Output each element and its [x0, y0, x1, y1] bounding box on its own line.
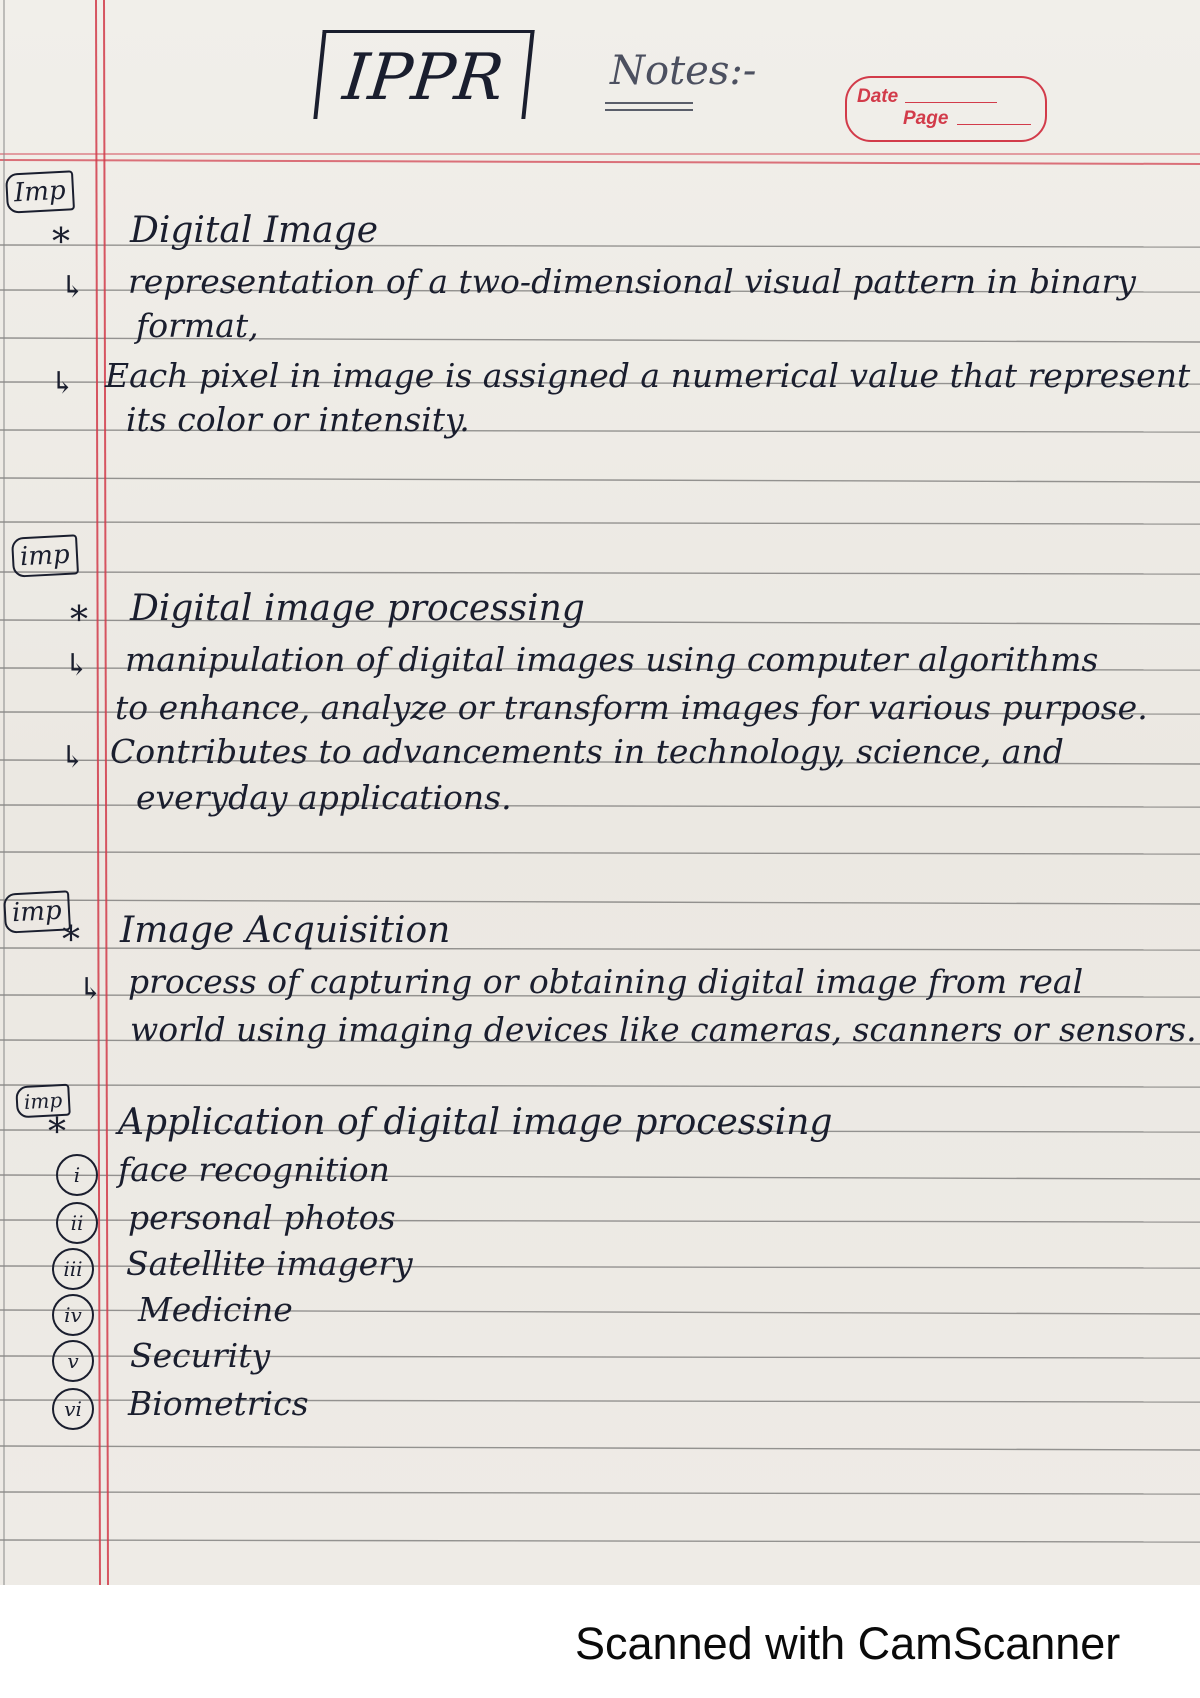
star-bullet: * — [70, 600, 88, 641]
arrow-bullet: ↳ — [78, 972, 104, 1007]
ruled-line — [0, 1540, 1200, 1542]
ruled-line — [0, 900, 1200, 904]
application-item: Medicine — [138, 1290, 293, 1329]
section-heading: Digital image processing — [130, 588, 585, 629]
application-item: Security — [130, 1336, 271, 1375]
item-number-circle: ii — [56, 1202, 98, 1244]
note-line: process of capturing or obtaining digital image from real — [128, 962, 1084, 1001]
page-line — [957, 124, 1031, 125]
note-line: to enhance, analyze or transform images for various purpose. — [115, 688, 1148, 727]
item-number-circle: vi — [52, 1388, 94, 1430]
application-item: Biometrics — [128, 1384, 309, 1423]
application-item: Satellite imagery — [126, 1244, 413, 1283]
arrow-bullet: ↳ — [60, 740, 86, 775]
ruled-line — [0, 1446, 1200, 1450]
ruled-line — [0, 852, 1200, 854]
item-number-circle: i — [56, 1154, 98, 1196]
note-line: everyday applications. — [136, 778, 512, 817]
star-bullet: * — [62, 920, 80, 961]
date-page-box — [845, 76, 1047, 142]
section-heading: Image Acquisition — [120, 910, 451, 951]
note-line: Contributes to advancements in technology, science, and — [110, 732, 1064, 771]
section-heading: Digital Image — [130, 210, 378, 251]
section-heading: Application of digital image processing — [118, 1102, 833, 1143]
imp-tag: Imp — [5, 170, 75, 213]
ruled-line — [0, 160, 1200, 164]
item-number-circle: iv — [52, 1294, 94, 1336]
ruled-line — [0, 1492, 1200, 1494]
notes-underline — [605, 102, 693, 111]
arrow-bullet: ↳ — [64, 648, 90, 683]
page-label: Page — [903, 108, 949, 129]
imp-tag: imp — [3, 890, 71, 933]
margin-line — [104, 0, 108, 1585]
application-item: face recognition — [118, 1150, 390, 1189]
note-line: Each pixel in image is assigned a numerical value that represent — [105, 356, 1191, 395]
ruled-line — [0, 478, 1200, 482]
note-line: representation of a two-dimensional visual pattern in binary — [128, 262, 1136, 301]
star-bullet: * — [52, 222, 70, 263]
arrow-bullet: ↳ — [50, 366, 76, 401]
item-number-circle: v — [52, 1340, 94, 1382]
item-number-circle: iii — [52, 1248, 94, 1290]
application-item: personal photos — [128, 1198, 396, 1237]
scanner-watermark: Scanned with CamScanner — [575, 1618, 1121, 1669]
arrow-bullet: ↳ — [60, 270, 86, 305]
ruled-line — [0, 572, 1200, 574]
star-bullet: * — [48, 1112, 66, 1153]
note-line: its color or intensity. — [126, 400, 470, 439]
imp-tag: imp — [11, 534, 79, 577]
ruled-line — [0, 522, 1200, 524]
imp-tag: imp — [15, 1084, 71, 1119]
note-line: world using imaging devices like cameras, scanners or sensors. — [130, 1010, 1197, 1049]
note-line: manipulation of digital images using computer algorithms — [125, 640, 1099, 679]
date-line — [905, 102, 997, 103]
margin-line — [96, 0, 100, 1585]
notes-label: Notes:- — [610, 48, 757, 94]
ruled-line — [0, 1085, 1200, 1087]
page-title: IPPR — [313, 30, 534, 119]
date-label: Date — [857, 86, 899, 107]
note-line: format, — [136, 306, 259, 345]
